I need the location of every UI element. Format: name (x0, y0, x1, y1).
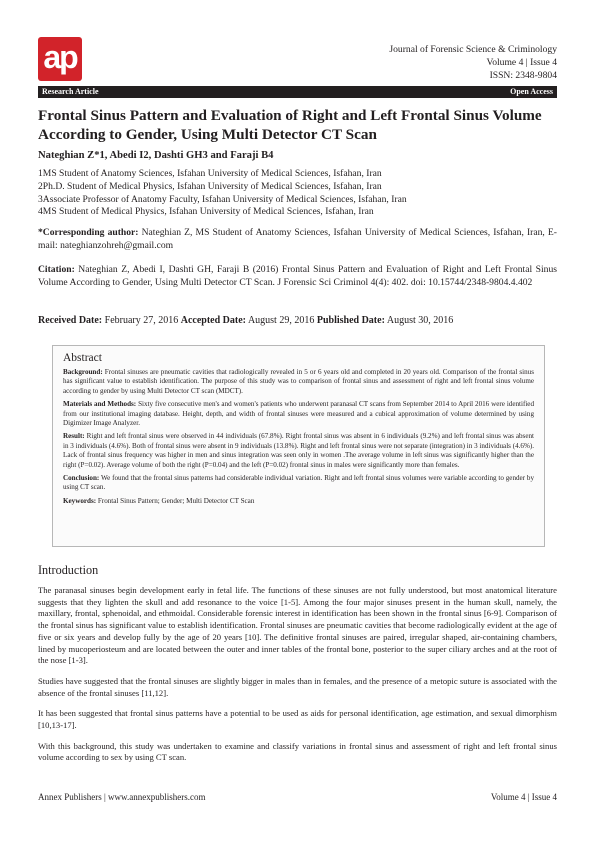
affiliations (38, 168, 557, 219)
abstract-background (63, 368, 534, 396)
authors-text: Nateghian Z*1, Abedi I2, Dashti GH3 and Faraji B4 (38, 150, 274, 161)
article-type-bar (38, 86, 557, 98)
abstract-conclusion (63, 474, 534, 493)
conclusion-text: We found that the frontal sinus patterns had considerable individual variation. Right and left frontal sinus volumes were variable according to gender by using CT scan. (63, 474, 534, 492)
access-type: Open Access (510, 87, 553, 96)
journal-issn: ISSN: 2348-9804 (489, 70, 557, 81)
citation (38, 263, 557, 289)
introduction-body (38, 585, 557, 773)
published-date: August 30, 2016 (384, 315, 454, 326)
result-label: Result: (63, 432, 85, 441)
abstract-box (52, 345, 545, 547)
citation-text: Nateghian Z, Abedi I, Dashti GH, Faraji B (2016) Frontal Sinus Pattern and Evaluation of Right and Left Frontal Sinus Volume According to Gender, Using Multi Detector CT Scan. J Forensic Sci Criminol 4(4): 402. doi: 10.15744/2348-9804.4.402 (38, 264, 557, 288)
intro-paragraph: Studies have suggested that the frontal sinuses are slightly bigger in males than in females, and the presence of a metopic suture is associated with the absence of the frontal sinuses [11,12]. (38, 675, 557, 698)
accepted-label: Accepted Date: (180, 315, 246, 326)
corresponding-author (38, 226, 557, 252)
affiliation-3: 3Associate Professor of Anatomy Faculty, Isfahan University of Medical Sciences, Isfahan, Iran (38, 193, 407, 205)
keywords-label: Keywords: (63, 496, 97, 505)
affiliation-4: 4MS Student of Medical Physics, Isfahan University of Medical Sciences, Isfahan, Iran (38, 206, 374, 218)
abstract-result (63, 432, 534, 470)
journal-name: Journal of Forensic Science & Criminology (389, 44, 557, 55)
background-label: Background: (63, 368, 103, 376)
result-text: Right and left frontal sinus were observed in 44 individuals (67.8%). Right frontal sinus was absent in 6 individuals (9.2%) and left frontal sinus was absent in 3 individuals (4.6%). Both of frontal sinus were absent in 9 individuals (13.8%). Right and left frontal sinus were not separate (integration) in 3 individuals (4.6%). Lack of frontal sinus frequency was higher in men and sinus integration was seen only in women .The average volume in left sinus was significantly higher than the right (P=0.02). Average volume of both the right (P=0.04) and the left (P=0.02) frontal sinus in males were significantly more than females. (63, 432, 534, 469)
citation-label: Citation: (38, 264, 75, 275)
received-date: February 27, 2016 (102, 315, 181, 326)
methods-text: Sixty five consecutive men's and women's patients who underwent paranasal CT scans from September 2014 to April 2016 were identified from our institutional imaging database. Height, depth, and width of frontal sinuses were measured and a cubical approximation of volume determined by using Digimizer Image Analyzer. (63, 400, 535, 428)
affiliation-1: 1MS Student of Anatomy Sciences, Isfahan University of Medical Sciences, Isfahan, Iran (38, 168, 382, 179)
keywords-text: Frontal Sinus Pattern; Gender; Multi Detector CT Scan (96, 496, 255, 505)
methods-label: Materials and Methods: (63, 400, 137, 409)
journal-info (389, 43, 557, 82)
intro-paragraph: The paranasal sinuses begin development early in fetal life. The functions of these sinuses are not fully understood, but most anatomical literature suggests that they lighten the skull and add resonance to the voice [1-5]. Among the four major sinuses present in the human skull, namely, the maxillary, frontal, sphenoidal, and ethmoidal. Considerable forensic interest in identification has been shown in the frontal sinus [6-9]. Comparison of the frontal sinus has significant value to establish identification. Frontal sinuses are pneumatic cavities that become radiologically evident at the age of five or six years and develop fully by the age of 20 years [10]. The definitive frontal sinuses are paired, irregular shaped, air-containing chambers, lined by mucoperiosteum and are located between the outer and inner tables of the frontal bone, posterior to the super ciliary arches and at the root of the nose [1-3]. (38, 585, 557, 666)
intro-paragraph: With this background, this study was undertaken to examine and classify variations in frontal sinus and assessment of right and left frontal sinus volume according to sex by using CT scan. (38, 740, 557, 763)
background-text: Frontal sinuses are pneumatic cavities that radiologically revealed in 5 or 6 years old and completed in 20 years old. Comparison of the frontal sinus has significant value to establish identification. The purpose of this study was to comparison of frontal sinus and assessment of right and left frontal sinus volume according to gender by using Multi Detector CT scan (MDCT). (63, 368, 534, 395)
corresponding-text: Nateghian Z, MS Student of Anatomy Sciences, Isfahan University of Medical Sciences, Isfahan, Iran, E-mail: nateghianzohreh@gmail.com (38, 227, 557, 251)
received-label: Received Date: (38, 315, 103, 326)
abstract-heading: Abstract (63, 352, 102, 364)
dates (38, 314, 557, 327)
conclusion-label: Conclusion: (63, 474, 100, 483)
abstract-keywords (63, 497, 534, 506)
article-title: Frontal Sinus Pattern and Evaluation of Right and Left Frontal Sinus Volume According to Gender, Using Multi Detector CT Scan (38, 107, 542, 143)
journal-volume: Volume 4 | Issue 4 (486, 57, 557, 68)
accepted-date: August 29, 2016 (246, 315, 317, 326)
footer-publisher: Annex Publishers | www.annexpublishers.com (38, 792, 206, 802)
logo-text: ap (43, 39, 77, 75)
article-type: Research Article (42, 87, 99, 96)
intro-paragraph: It has been suggested that frontal sinus patterns have a potential to be used as aids for personal identification, age estimation, and sexual dimorphism [10,13-17]. (38, 708, 557, 731)
abstract-methods (63, 400, 534, 428)
affiliation-2: 2Ph.D. Student of Medical Physics, Isfahan University of Medical Sciences, Isfahan, Iran (38, 180, 382, 192)
published-label: Published Date: (316, 315, 385, 326)
introduction-heading: Introduction (38, 563, 99, 577)
publisher-logo (38, 37, 82, 81)
footer-volume: Volume 4 | Issue 4 (490, 792, 557, 802)
authors (38, 150, 273, 161)
corresponding-label: *Corresponding author: (38, 227, 139, 238)
